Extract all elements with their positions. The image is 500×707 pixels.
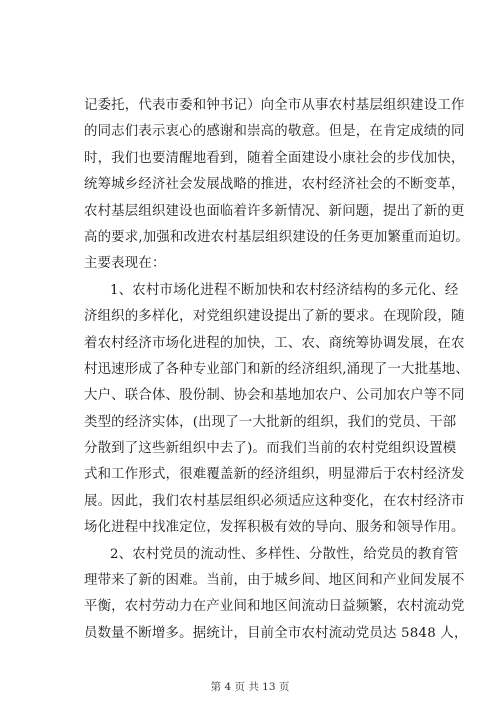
- text-line-7: 主要表现在：: [84, 256, 166, 272]
- text-line-5: 农村基层组织建设也面临着许多新情况、新问题，提出了新的更: [84, 203, 465, 219]
- body-text: [84, 93, 469, 647]
- text-line-16: 展。因此，我们农村基层组织必须适应这种变化，在农村经济市: [84, 493, 465, 509]
- text-line-9: 济组织的多样化，对党组织建设提出了新的要求。在现阶段，随: [84, 309, 465, 325]
- text-line-14: 分散到了这些新组织中去了)。而我们当前的农村党组织设置模: [84, 441, 457, 457]
- page-number-label: 第 4 页 共 13 页: [210, 681, 290, 693]
- text-line-1: 记委托，代表市委和钟书记）向全市从事农村基层组织建设工作: [84, 98, 465, 113]
- text-line-6: 高的要求,加强和改进农村基层组织建设的任务更加繁重而迫切。: [84, 229, 469, 245]
- text-line-10: 着农村经济市场化进程的加快，工、农、商统筹协调发展，在农: [84, 335, 465, 351]
- text-line-17: 场化进程中找准定位，发挥积极有效的导向、服务和领导作用。: [84, 520, 465, 536]
- text-line-21: 员数量不断增多。据统计，目前全市农村流动党员达 5848 人，: [84, 625, 468, 641]
- text-line-3: 时，我们也要清醒地看到，随着全面建设小康社会的步伐加快，: [84, 150, 465, 166]
- text-line-4: 统筹城乡经济社会发展战略的推进，农村经济社会的不断变革，: [84, 177, 465, 193]
- text-line-2: 的同志们表示衷心的感谢和崇高的敬意。但是，在肯定成绩的同: [84, 124, 465, 140]
- text-line-18: 2、农村党员的流动性、多样性、分散性，给党员的教育管: [110, 546, 459, 562]
- text-line-19: 理带来了新的困难。当前，由于城乡间、地区间和产业间发展不: [84, 573, 465, 589]
- text-line-12: 大户、联合体、股份制、协会和基地加农户、公司加农户等不同: [84, 388, 465, 404]
- text-line-11: 村迅速形成了各种专业部门和新的经济组织,涌现了一大批基地、: [84, 361, 469, 377]
- text-line-8: 1、农村市场化进程不断加快和农村经济结构的多元化、经: [110, 282, 459, 298]
- page-footer: [0, 679, 500, 694]
- text-line-20: 平衡，农村劳动力在产业间和地区间流动日益频繁，农村流动党: [84, 599, 465, 615]
- text-line-13: 类型的经济实体，(出现了一大批新的组织，我们的党员、干部: [84, 414, 457, 430]
- text-line-15: 式和工作形式，很难覆盖新的经济组织，明显滞后于农村经济发: [84, 467, 465, 483]
